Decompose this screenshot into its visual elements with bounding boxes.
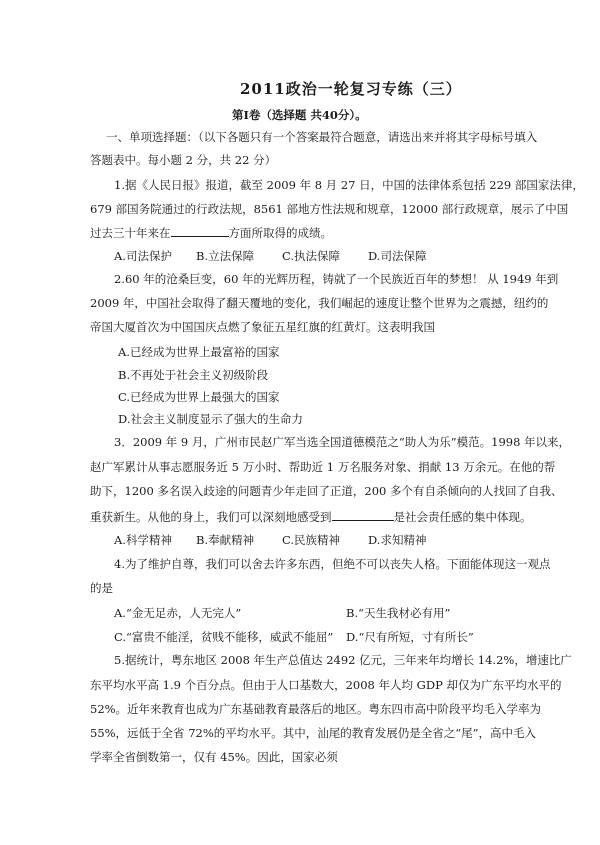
answer-blank <box>332 508 394 521</box>
page-title: 2011政治一轮复习专练（三） <box>240 80 462 98</box>
q3-option-c: C.民族精神 <box>282 533 341 547</box>
q2-line-2: 2009 年，中国社会取得了翻天覆地的变化，我们崛起的速度让整个世界为之震撼，纽约的 <box>90 296 549 310</box>
q5-line-2: 东平均水平高 1.9 个百分点。但由于人口基数大，2008 年人均 GDP 却仅为广东平均水平的 <box>90 678 562 692</box>
q1-option-c: C.执法保障 <box>282 249 341 263</box>
q1-line-1: 1.据《人民日报》报道，截至 2009 年 8 月 27 日，中国的法律体系包括 229 部国家法律， <box>114 178 584 192</box>
q3-line-4-start: 重获新生。从他的身上，我们可以深刻地感受到 <box>90 510 332 524</box>
instructions-line-1: 一、单项选择题：（以下各题只有一个答案最符合题意，请选出来并将其字母标号填入 <box>106 130 538 144</box>
q1-line-2: 679 部国务院通过的行政法规，8561 部地方性法规和规章，12000 部行政规章，展示了中国 <box>90 202 569 216</box>
q4-option-a: A.“金无足赤，人无完人” <box>114 606 242 620</box>
section-subtitle: 第Ⅰ卷（选择题 共40分）。 <box>232 108 367 122</box>
q1-option-d: D.司法保障 <box>368 249 427 263</box>
q4-option-c: C.“富贵不能淫，贫贱不能移，威武不能屈” <box>114 630 334 644</box>
q1-option-b: B.立法保障 <box>196 249 255 263</box>
q4-line-1: 4.为了维护自尊，我们可以舍去许多东西，但绝不可以丧失人格。下面能体现这一观点 <box>114 557 551 571</box>
q2-line-1: 2.60 年的沧桑巨变，60 年的光辉历程，铸就了一个民族近百年的梦想！ 从 1949 年到 <box>114 272 559 286</box>
q5-line-5: 学率全省倒数第一，仅有 45%。因此，国家必须 <box>90 750 338 764</box>
q3-option-a: A.科学精神 <box>114 533 172 547</box>
q4-line-2: 的是 <box>90 581 113 595</box>
q1-line-3-end: 方面所取得的成绩。 <box>228 226 332 240</box>
q3-option-b: B.奉献精神 <box>196 533 255 547</box>
q3-line-4-end: 是社会责任感的集中体现。 <box>393 510 532 524</box>
q4-option-b: B.“天生我材必有用” <box>346 606 451 620</box>
q3-line-1: 3．2009 年 9 月，广州市民赵广军当选全国道德模范之“助人为乐”模范。1998 年以来， <box>114 435 571 449</box>
q2-option-a: A.已经成为世界上最富裕的国家 <box>118 345 280 359</box>
q3-line-3: 助下，1200 多名误入歧途的问题青少年走回了正道，200 多个有自杀倾向的人找回了自我、 <box>90 484 563 498</box>
q5-line-1: 5.据统计，粤东地区 2008 年生产总值达 2492 亿元，三年来年均增长 14.2%，增速比广 <box>114 653 572 667</box>
q5-line-4: 55%，远低于全省 72%的平均水平。其中，汕尾的教育发展仍是全省之“尾”，高中毛入 <box>90 726 537 740</box>
q3-line-4 <box>90 508 532 525</box>
q3-line-2: 赵广军累计从事志愿服务近 5 万小时、帮助近 1 万名服务对象、捐献 13 万余元。在他的帮 <box>90 460 556 474</box>
q1-line-3 <box>90 224 332 241</box>
q4-option-d: D.“尺有所短，寸有所长” <box>346 630 474 644</box>
q3-option-d: D.求知精神 <box>368 533 427 547</box>
q2-option-c: C.已经成为世界上最强大的国家 <box>118 390 280 404</box>
answer-blank <box>171 224 229 237</box>
q5-line-3: 52%。近年来教育也成为广东基础教育最落后的地区。粤东四市高中阶段平均毛入学率为 <box>90 702 542 716</box>
instructions-line-2: 答题表中。每小题 2 分，共 22 分） <box>90 153 277 167</box>
q2-line-3: 帝国大厦首次为中国国庆点燃了象征五星红旗的红黄灯。这表明我国 <box>90 320 435 334</box>
q1-option-a: A.司法保护 <box>114 249 172 263</box>
q2-option-b: B.不再处于社会主义初级阶段 <box>118 368 269 382</box>
q1-line-3-start: 过去三十年来在 <box>90 226 171 240</box>
q2-option-d: D.社会主义制度显示了强大的生命力 <box>118 412 303 426</box>
